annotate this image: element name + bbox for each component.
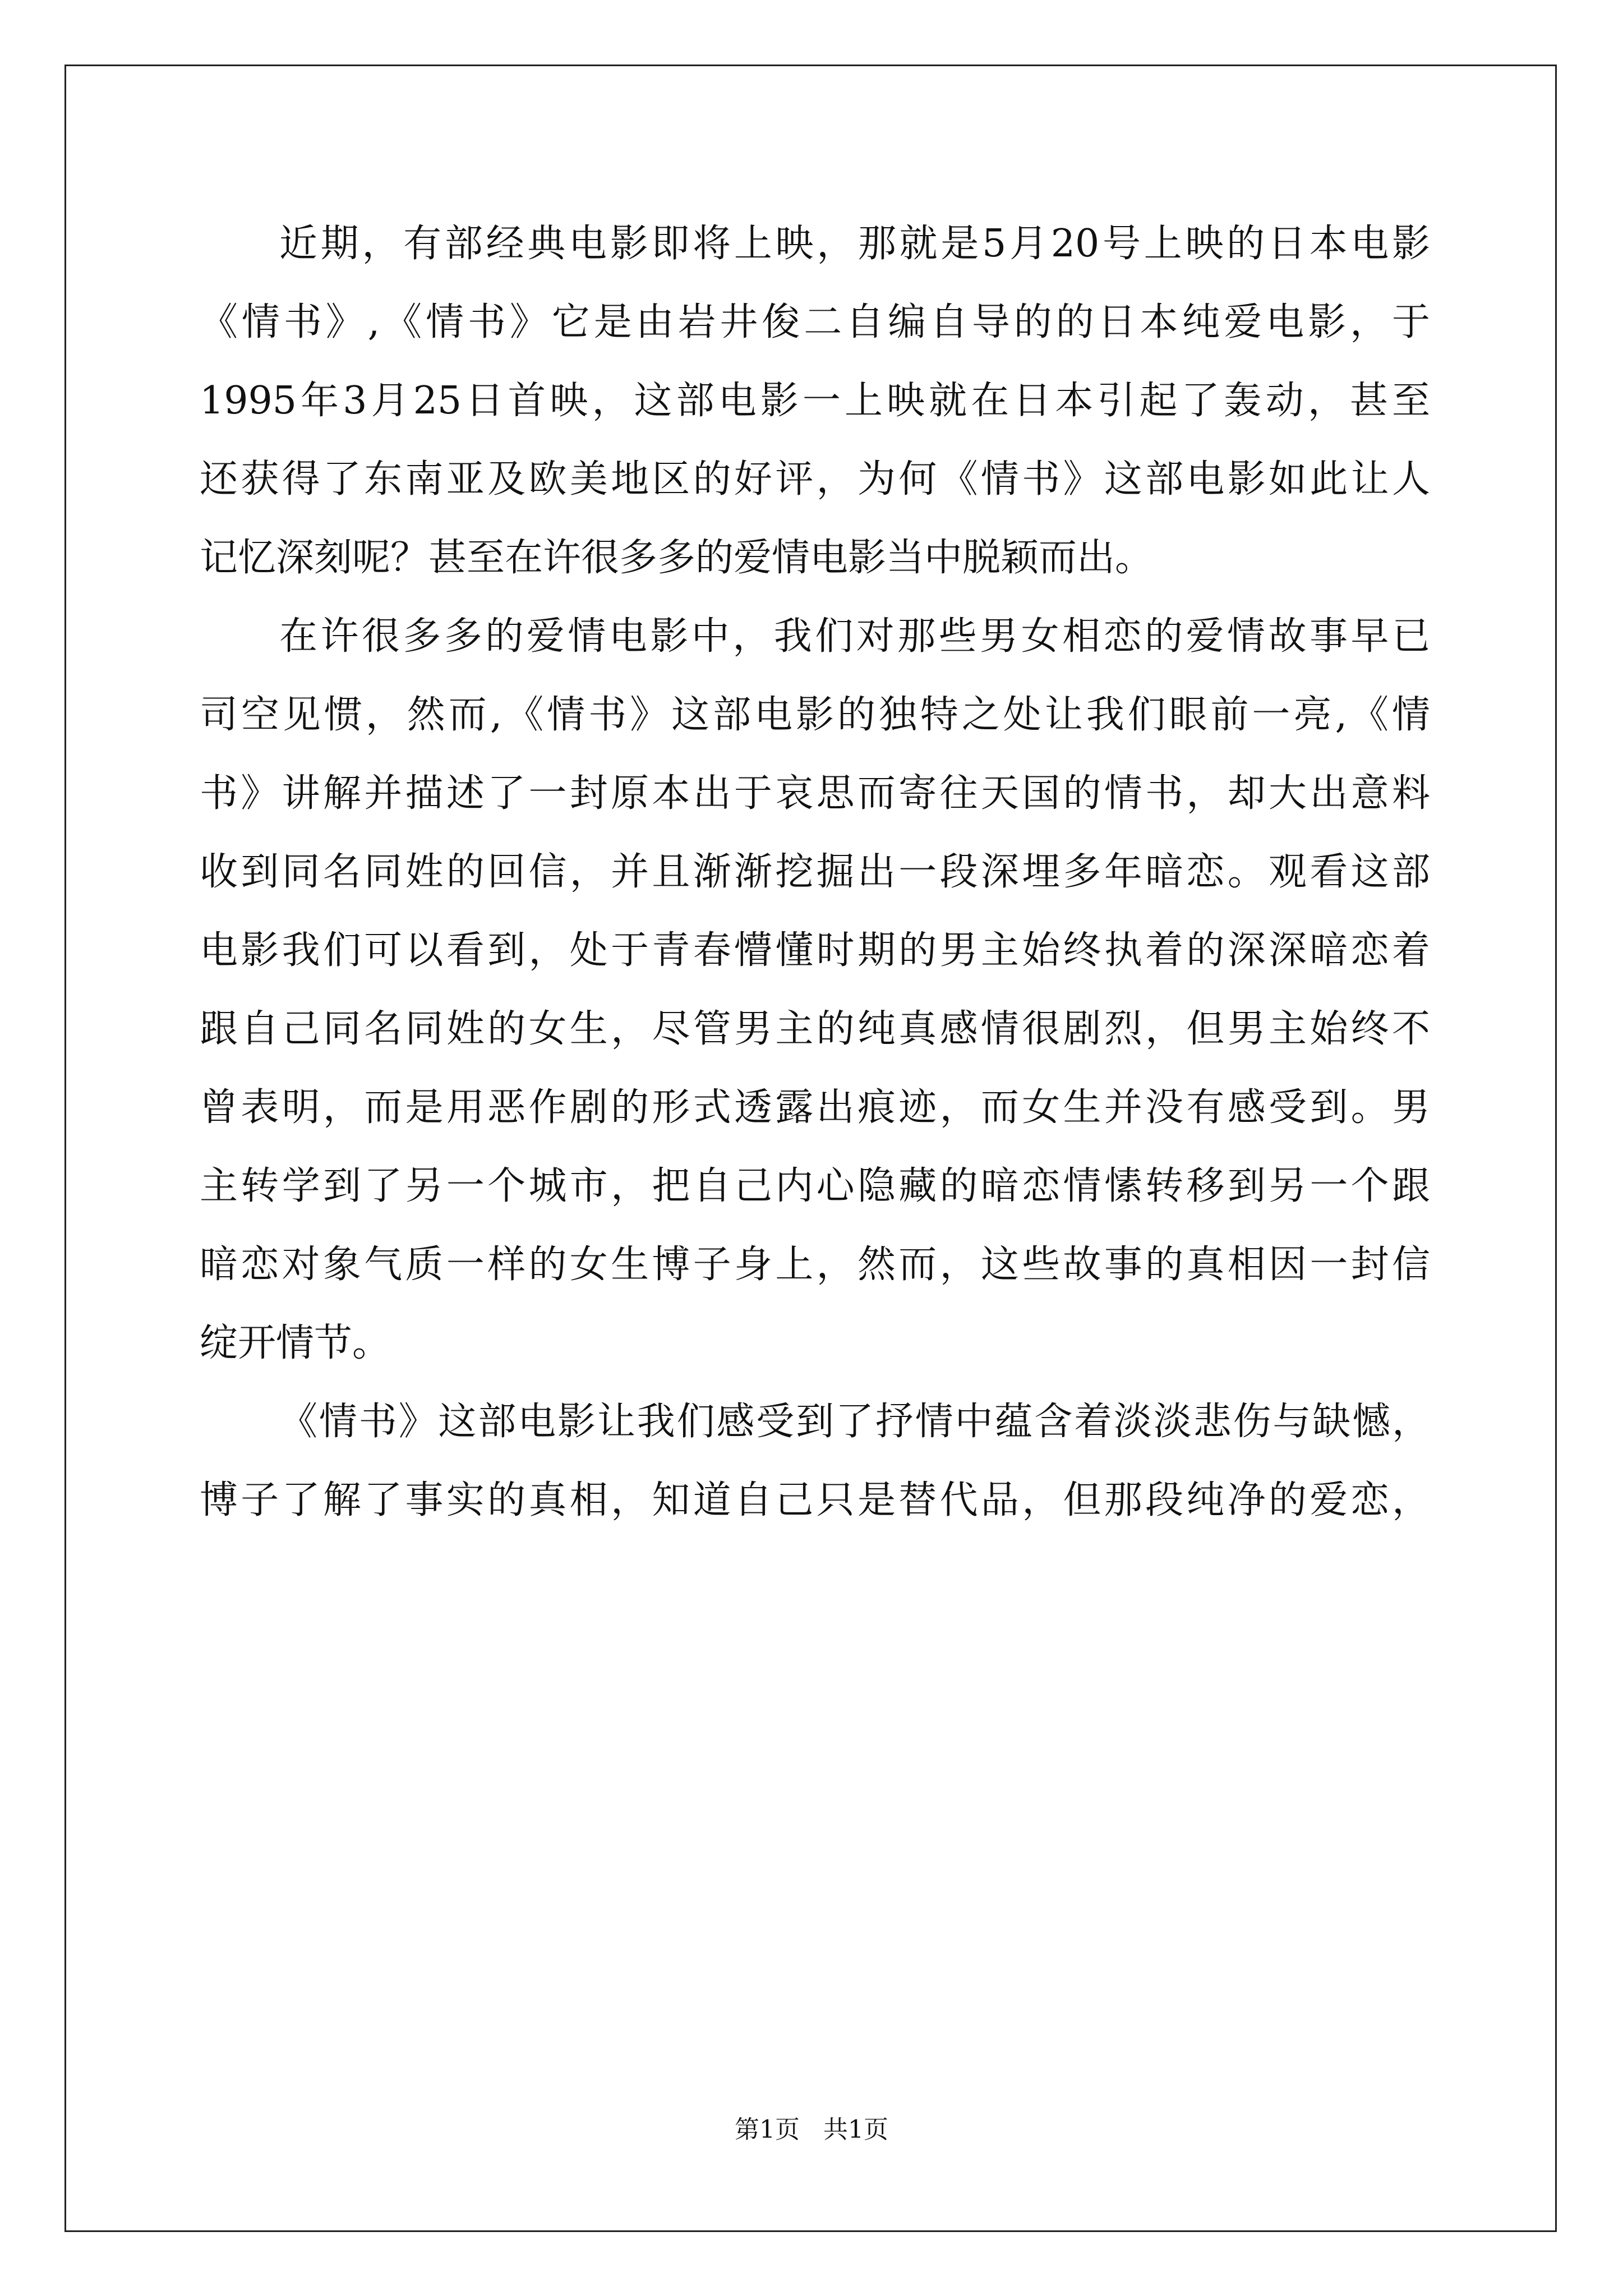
text-line: 近期，有部经典电影即将上映，那就是5月20号上映的日本电影 bbox=[279, 222, 1430, 266]
paragraph-1 bbox=[200, 205, 1430, 597]
paragraph-2 bbox=[200, 597, 1430, 1383]
text-line: 跟自己同名同姓的女生，尽管男主的纯真感情很剧烈，但男主始终不 bbox=[200, 1007, 1430, 1051]
text-line: 书》讲解并描述了一封原本出于哀思而寄往天国的情书，却大出意料 bbox=[200, 771, 1430, 816]
text-line: 《情书》,《情书》它是由岩井俊二自编自导的的日本纯爱电影，于 bbox=[200, 300, 1430, 344]
text-line: 记忆深刻呢？甚至在许很多多的爱情电影当中脱颖而出。 bbox=[200, 536, 1154, 580]
text-line: 博子了解了事实的真相，知道自己只是替代品，但那段纯净的爱恋， bbox=[200, 1478, 1430, 1522]
text-line: 在许很多多的爱情电影中，我们对那些男女相恋的爱情故事早已 bbox=[279, 614, 1430, 659]
text-line: 绽开情节。 bbox=[200, 1321, 391, 1365]
document-body bbox=[200, 205, 1430, 1540]
text-line: 主转学到了另一个城市，把自己内心隐藏的暗恋情愫转移到另一个跟 bbox=[200, 1164, 1430, 1208]
text-line: 电影我们可以看到，处于青春懵懂时期的男主始终执着的深深暗恋着 bbox=[200, 928, 1430, 973]
text-line: 1995年3月25日首映，这部电影一上映就在日本引起了轰动，甚至 bbox=[200, 379, 1430, 423]
text-line: 还获得了东南亚及欧美地区的好评，为何《情书》这部电影如此让人 bbox=[200, 457, 1430, 501]
text-line: 暗恋对象气质一样的女生博子身上，然而，这些故事的真相因一封信 bbox=[200, 1243, 1430, 1287]
page-footer: 第1页 共1页 bbox=[735, 2115, 888, 2144]
paragraph-3 bbox=[200, 1383, 1430, 1540]
text-line: 司空见惯，然而,《情书》这部电影的独特之处让我们眼前一亮,《情 bbox=[200, 693, 1430, 737]
text-line: 《情书》这部电影让我们感受到了抒情中蕴含着淡淡悲伤与缺憾， bbox=[279, 1400, 1430, 1444]
text-line: 收到同名同姓的回信，并且渐渐挖掘出一段深埋多年暗恋。观看这部 bbox=[200, 850, 1430, 894]
text-line: 曾表明，而是用恶作剧的形式透露出痕迹，而女生并没有感受到。男 bbox=[200, 1085, 1430, 1130]
